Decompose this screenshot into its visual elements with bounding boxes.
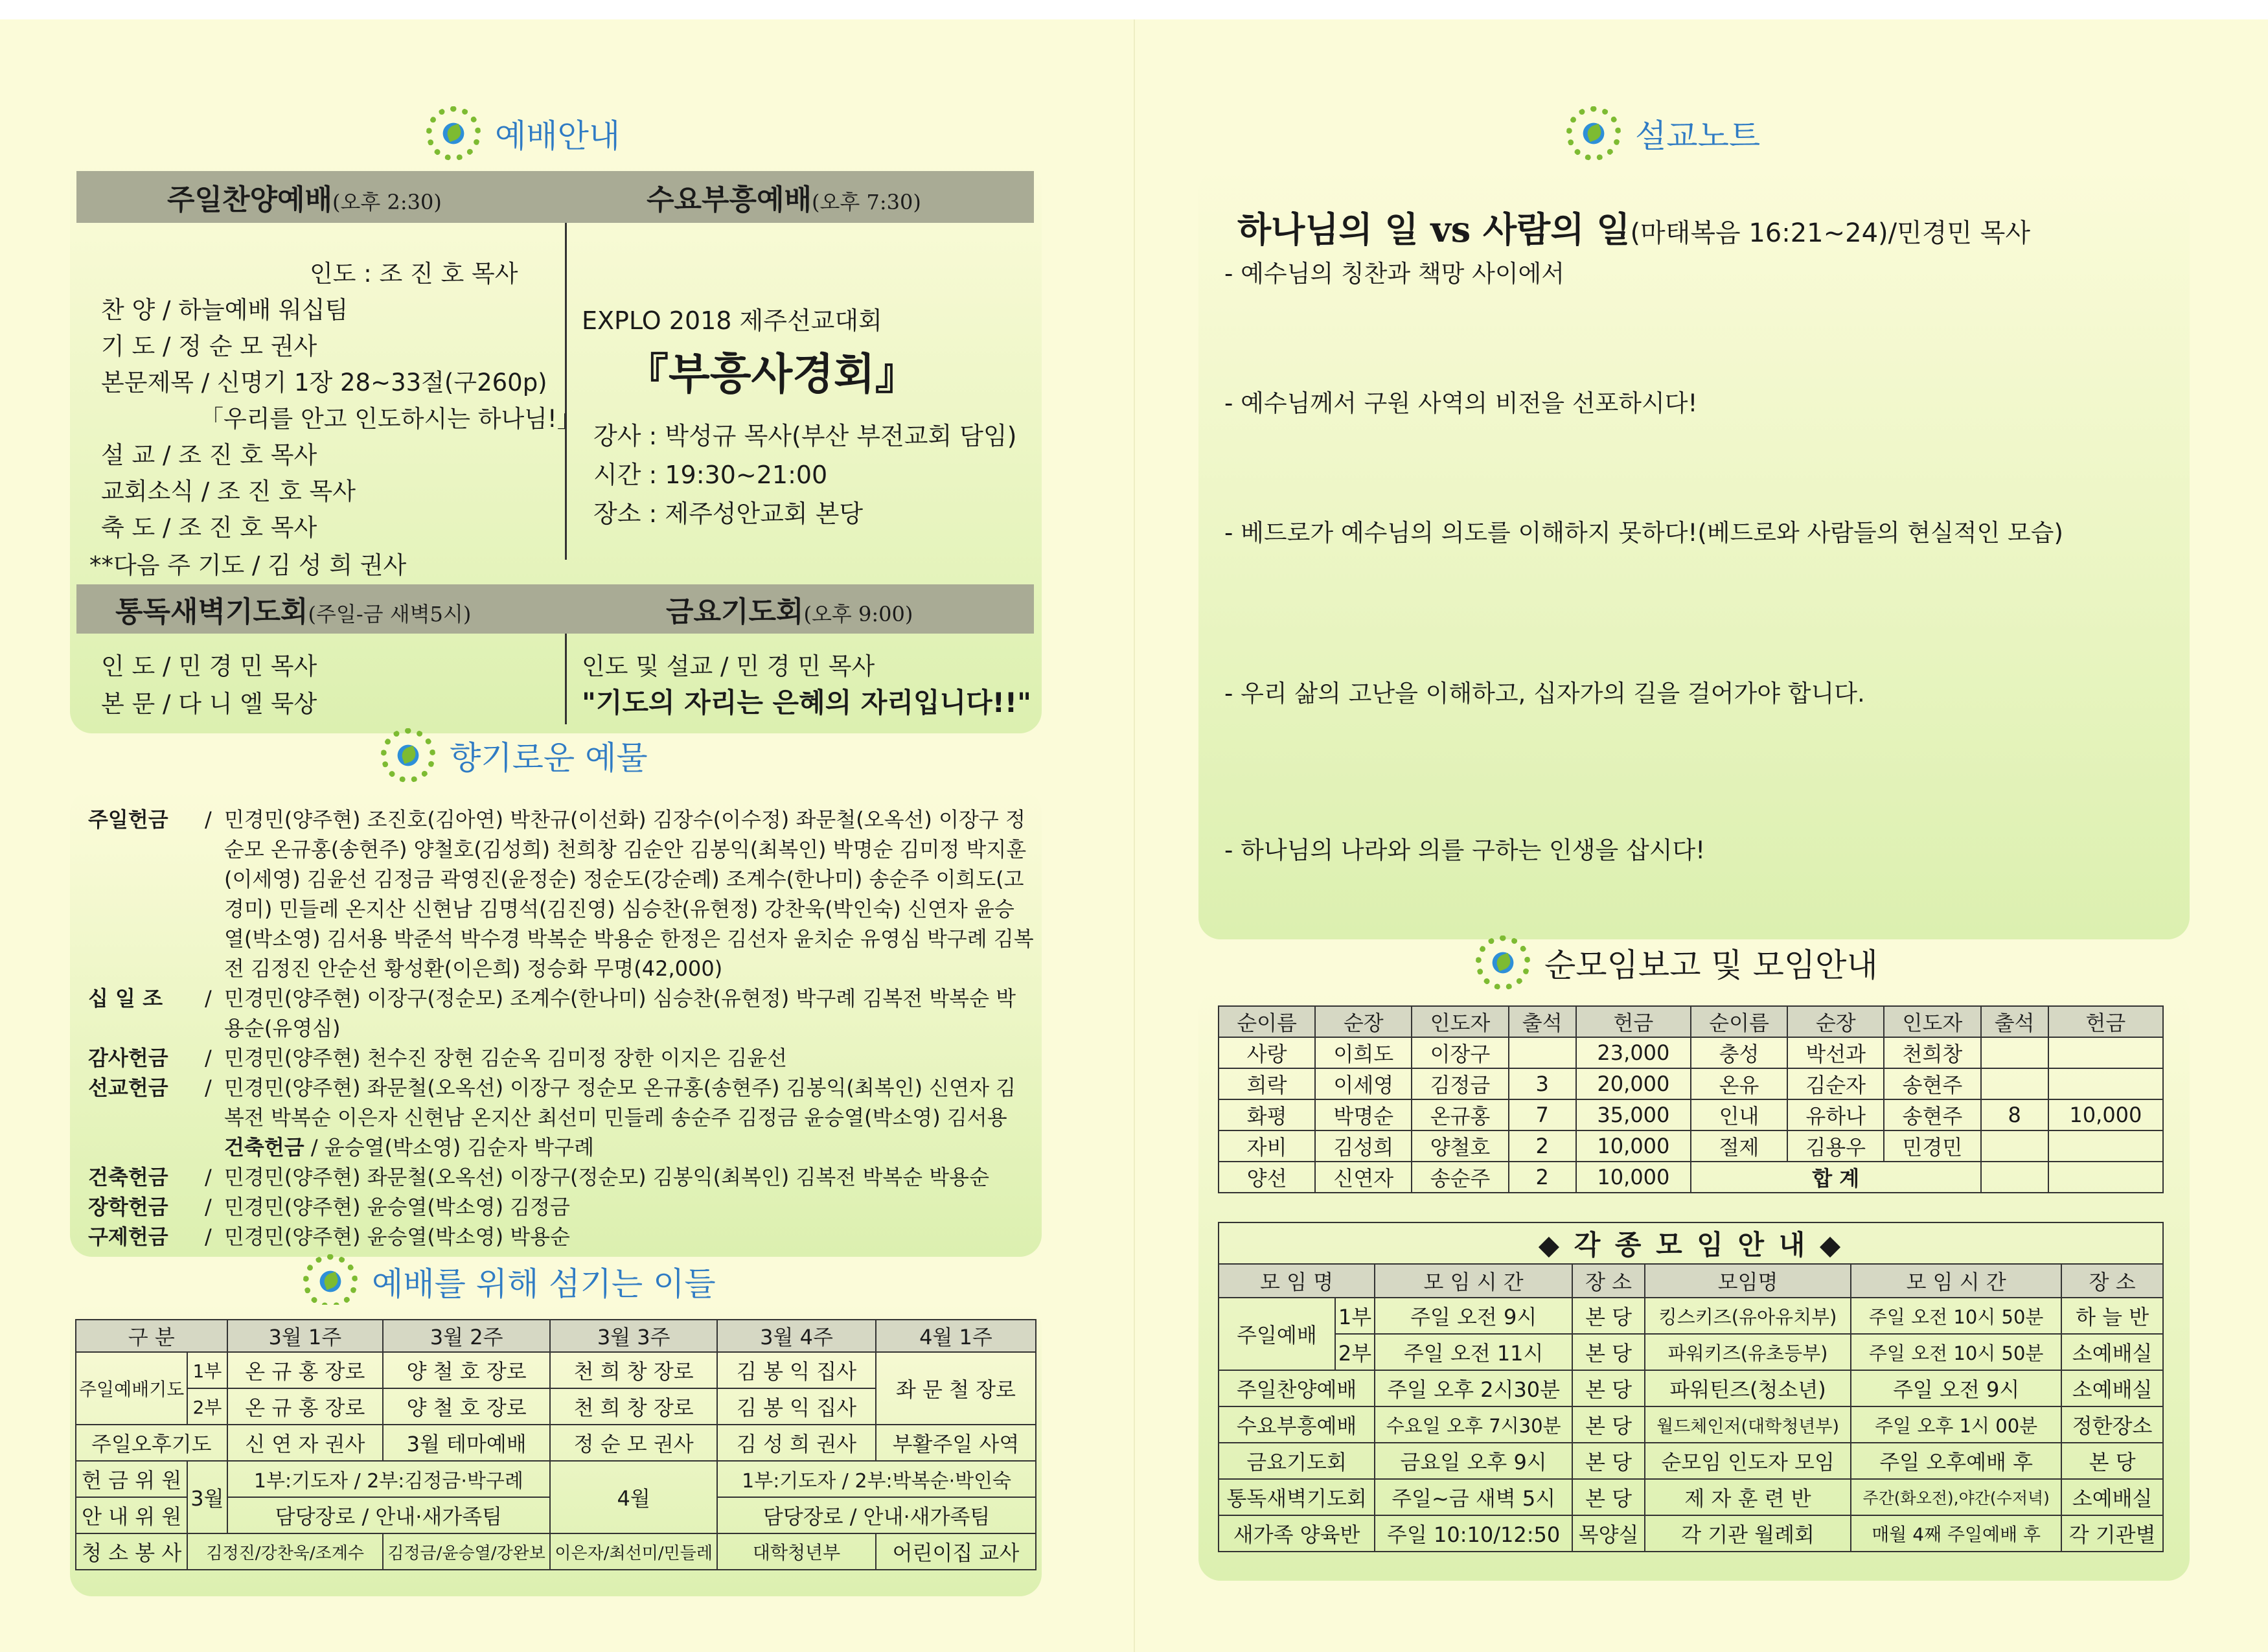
report-panel xyxy=(1198,991,2190,1581)
worship-info-title: 예배안내 xyxy=(434,110,620,157)
dawn-prayer-header: 통독새벽기도회 xyxy=(115,595,308,628)
table-row: 헌 금 위 원 3월 1부:기도자 / 2부:김정금·박구례 4월 1부:기도자 / 2부:박복순·박인숙 xyxy=(76,1461,1036,1497)
table-row: 주일예배기도 1부 온 규 홍 장로 양 철 호 장로 천 희 창 장로 김 봉 익 집사 좌 문 철 장로 xyxy=(76,1352,1036,1388)
table-row: 금요기도회 금요일 오후 9시 본 당 순모임 인도자 모임 주일 오후예배 후 본 당 xyxy=(1219,1443,2163,1479)
friday-prayer-header: 금요기도회 xyxy=(666,595,804,628)
table-row: 주일예배 1부 주일 오전 9시 본 당 킹스키즈(유아유치부) 주일 오전 10시 50분 하 늘 반 xyxy=(1219,1298,2163,1334)
sermon-panel xyxy=(1198,170,2190,939)
offerings-title: 향기로운 예물 xyxy=(389,732,648,779)
table-row: 통독새벽기도회 주일~금 새벽 5시 본 당 제 자 훈 련 반 주간(화오전),야간(수저녁) 소예배실 xyxy=(1219,1479,2163,1515)
worship-header-bar: 주일찬양예배(오후 2:30) 수요부흥예배(오후 7:30) xyxy=(76,171,1034,223)
revival-speaker: 강사 : 박성규 목사(부산 부전교회 담임) xyxy=(593,422,1017,450)
sunday-prayer: 기 도 / 정 순 모 권사 xyxy=(101,332,317,360)
explo-event: EXPLO 2018 제주선교대회 xyxy=(582,306,882,335)
meetings-title-row xyxy=(1219,1222,2163,1264)
sunday-scripture: 본문제목 / 신명기 1장 28~33절(구260p) xyxy=(101,369,547,396)
offering-row: 십 일 조 / 민경민(양주현) 이장구(정순모) 조계수(한나미) 심승찬(유현정) 박구례 김복전 박복순 박용순(유영심) xyxy=(88,986,1016,1040)
table-row: 희락 이세영 김정금 3 20,000 온유 김순자 송현주 xyxy=(1219,1068,2163,1099)
table-header-row: 구 분 3월 1주 3월 2주 3월 3주 3월 4주 4월 1주 xyxy=(76,1320,1036,1352)
sermon-point: - 하나님의 나라와 의를 구하는 인생을 삽시다! xyxy=(1224,836,1706,864)
meetings-table xyxy=(1218,1222,2164,1552)
offerings-list xyxy=(88,805,1034,1252)
table-header-row: 모 임 명 모 임 시 간 장 소 모임명 모 임 시 간 장 소 xyxy=(1219,1264,2163,1298)
table-row: 자비 김성희 양철호 2 10,000 절제 김용우 민경민 xyxy=(1219,1130,2163,1162)
offering-row: 구제헌금 / 민경민(양주현) 윤승열(박소영) 박용순 xyxy=(88,1224,570,1249)
sunday-sermon-title: 「우리를 안고 인도하시는 하나님!」 xyxy=(200,405,581,433)
table-row: 2부 주일 오전 11시 본 당 파워키즈(유초등부) 주일 오전 10시 50분 소예배실 xyxy=(1219,1334,2163,1370)
offerings-panel xyxy=(70,790,1042,1257)
revival-title: 『부흥사경회』 xyxy=(626,349,918,399)
offering-row: 감사헌금 / 민경민(양주현) 천수진 장현 김순옥 김미정 장한 이지은 김윤선 xyxy=(88,1046,787,1070)
sunday-leader: 인도 : 조 진 호 목사 xyxy=(310,260,518,288)
sunday-news: 교회소식 / 조 진 호 목사 xyxy=(101,477,356,505)
offering-inline-row: 건축헌금 / 윤승열(박소영) 김순자 박구례 xyxy=(224,1135,595,1160)
sermon-note-title: 설교노트 xyxy=(1574,110,1760,157)
church-logo-icon xyxy=(311,1262,350,1301)
table-row: 안 내 위 원 담당장로 / 안내·새가족팀 담당장로 / 안내·새가족팀 xyxy=(76,1497,1036,1533)
sermon-point: - 예수님의 칭찬과 책망 사이에서 xyxy=(1224,260,1565,288)
church-logo-icon xyxy=(389,736,428,775)
table-row: 주일오후기도 신 연 자 권사 3월 테마예배 정 순 모 권사 김 성 희 권사 부활주일 사역 xyxy=(76,1425,1036,1461)
revival-time: 시간 : 19:30~21:00 xyxy=(593,461,828,489)
bulletin-sheet xyxy=(0,19,2268,1652)
sermon-point: - 베드로가 예수님의 의도를 이해하지 못하다!(베드로와 사람들의 현실적인 모습) xyxy=(1224,519,2063,547)
servers-panel xyxy=(70,1305,1042,1596)
table-header-row: 순이름 순장 인도자 출석 헌금 순이름 순장 인도자 출석 헌금 xyxy=(1219,1006,2163,1037)
servers-title: 예배를 위해 섬기는 이들 xyxy=(311,1258,716,1305)
offering-row: 주일헌금 / 민경민(양주현) 조진호(김아연) 박찬규(이선화) 김장수(이수정) 좌문철(오옥선) 이장구 정순모 온규홍(송현주) 양철호(김성희) 천희창 김순안 김봉익(최복인) 박명순 김미정 박지훈(이세영) 김윤선 김정금 곽영진(윤정순) 정순도(강순례) 조계수(한나미) 송순주 이희도(고경미) 민들레 온지산 신현남 김명석(김진영) 심승찬(유현정) 강찬욱(박인숙) 신연자 윤승열(박소영) 김서용 박준석 박수경 박복순 박용순 한정은 김선자 윤치순 유영심 박구례 김복전 김정진 안순선 황성환(이은희) 정승화 무명(42,000) xyxy=(88,807,1034,981)
column-divider-2 xyxy=(565,634,567,724)
total-label: 합 계 xyxy=(1691,1162,1981,1193)
friday-leader: 인도 및 설교 / 민 경 민 목사 xyxy=(582,652,875,680)
servers-table xyxy=(75,1319,1037,1570)
table-row: 수요부흥예배 수요일 오후 7시30분 본 당 월드체인저(대학청년부) 주일 오후 1시 00분 정한장소 xyxy=(1219,1406,2163,1443)
offering-row: 장학헌금 / 민경민(양주현) 윤승열(박소영) 김정금 xyxy=(88,1195,570,1219)
cell-report-table xyxy=(1218,1005,2164,1193)
table-row: 2부 온 규 홍 장로 양 철 호 장로 천 희 창 장로 김 봉 익 집사 xyxy=(76,1388,1036,1425)
worship-info-panel xyxy=(70,163,1042,733)
table-row: 화평 박명순 온규홍 7 35,000 인내 유하나 송현주 8 10,000 xyxy=(1219,1099,2163,1130)
sunday-praise: 찬 양 / 하늘예배 워십팀 xyxy=(101,296,349,324)
sunday-benediction: 축 도 / 조 진 호 목사 xyxy=(101,514,317,542)
table-row: 청 소 봉 사 김정진/강찬욱/조계수 김정금/윤승열/강완보 이은자/최선미/민들레 대학청년부 어린이집 교사 xyxy=(76,1533,1036,1570)
next-week-prayer: **다음 주 기도 / 김 성 희 권사 xyxy=(89,551,407,579)
sermon-heading: 하나님의 일 vs 사람의 일(마태복음 16:21~24)/민경민 목사 xyxy=(1237,209,2031,250)
fold-line xyxy=(1134,19,1135,1652)
table-row: 주일찬양예배 주일 오후 2시30분 본 당 파워틴즈(청소년) 주일 오전 9시 소예배실 xyxy=(1219,1370,2163,1406)
friday-slogan: "기도의 자리는 은혜의 자리입니다!!" xyxy=(582,687,1031,718)
meetings-title: ◆ 각 종 모 임 안 내 ◆ xyxy=(1219,1222,2163,1264)
church-logo-icon xyxy=(1574,114,1613,153)
church-logo-icon xyxy=(434,114,473,153)
dawn-text: 본 문 / 다 니 엘 묵상 xyxy=(101,690,317,718)
column-divider xyxy=(565,223,567,560)
offering-row: 선교헌금 / 민경민(양주현) 좌문철(오옥선) 이장구 정순모 온규홍(송현주) 김봉익(최복인) 신연자 김복전 박복순 이은자 신현남 온지산 최선미 민들레 송순주 김정금 윤승열(박소영) 김서용 xyxy=(88,1075,1016,1130)
church-logo-icon xyxy=(1483,943,1522,982)
prayer-header-bar: 통독새벽기도회(주일-금 새벽5시) 금요기도회(오후 9:00) xyxy=(76,584,1034,634)
table-row: 양선 신연자 송순주 2 10,000 합 계 xyxy=(1219,1162,2163,1193)
sunday-worship-header: 주일찬양예배 xyxy=(167,183,333,216)
wednesday-worship-header: 수요부흥예배 xyxy=(647,183,812,216)
dawn-leader: 인 도 / 민 경 민 목사 xyxy=(101,652,317,680)
offering-row: 건축헌금 / 민경민(양주현) 좌문철(오옥선) 이장구(정순모) 김봉익(최복인) 김복전 박복순 박용순 xyxy=(88,1165,990,1189)
sunday-sermon: 설 교 / 조 진 호 목사 xyxy=(101,441,317,469)
table-row: 사랑 이희도 이장구 23,000 충성 박선과 천희창 xyxy=(1219,1037,2163,1068)
cell-report-title: 순모임보고 및 모임안내 xyxy=(1483,939,1878,986)
table-row: 새가족 양육반 주일 10:10/12:50 목양실 각 기관 월례회 매월 4째 주일예배 후 각 기관별 xyxy=(1219,1515,2163,1552)
sermon-point: - 우리 삶의 고난을 이해하고, 십자가의 길을 걸어가야 합니다. xyxy=(1224,680,1865,707)
sermon-point: - 예수님께서 구원 사역의 비전을 선포하시다! xyxy=(1224,389,1698,417)
revival-place: 장소 : 제주성안교회 본당 xyxy=(593,499,864,528)
